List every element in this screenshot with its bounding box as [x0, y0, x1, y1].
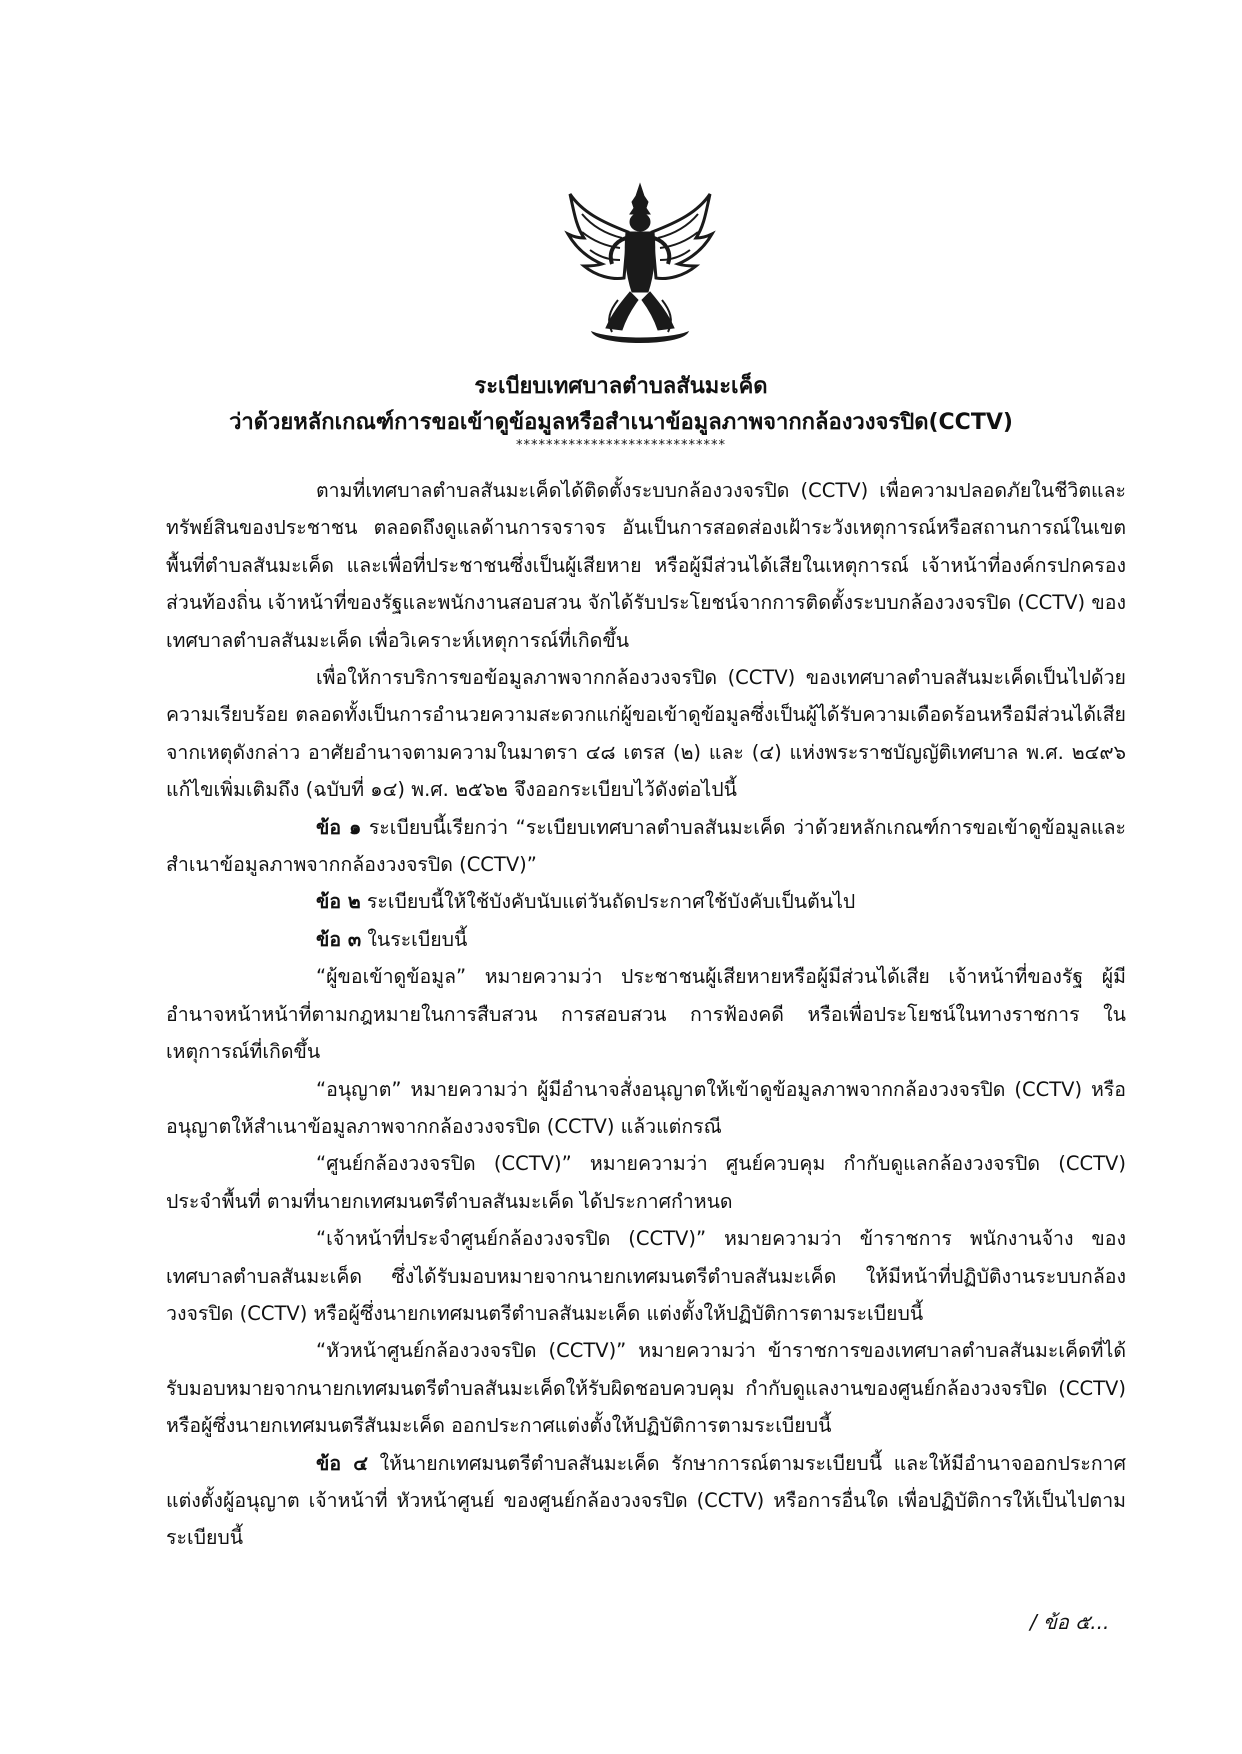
- clause-3: [166, 921, 1126, 958]
- definition-cctv-center: “ศูนย์กล้องวงจรปิด (CCTV)” หมายความว่า ศูนย์ควบคุม กำกับดูแลกล้องวงจรปิด (CCTV) ประจำพื้นที่ ตามที่นายกเทศมนตรีตำบลสันมะเค็ด ได้ประกาศกำหนด: [166, 1152, 1126, 1213]
- clause-1: [166, 809, 1126, 884]
- clause-2-text: ระเบียบนี้ให้ใช้บังคับนับแต่วันถัดประกาศใช้บังคับเป็นต้นไป: [366, 890, 856, 914]
- definition-requester: “ผู้ขอเข้าดูข้อมูล” หมายความว่า ประชาชนผู้เสียหายหรือผู้มีส่วนได้เสีย เจ้าหน้าที่ของรัฐ ผู้มีอำนาจหน้าหน้าที่ตามกฎหมายในการสืบสวน การสอบสวน การฟ้องคดี หรือเพื่อประโยชน์ในทางราชการ ในเหตุการณ์ที่เกิดขึ้น: [166, 965, 1126, 1064]
- clause-2: [166, 883, 1126, 920]
- clause-1-label: ข้อ ๑: [316, 815, 362, 839]
- title-line-1: ระเบียบเทศบาลตำบลสันมะเค็ด: [474, 374, 768, 399]
- clause-4-label: ข้อ ๔: [316, 1451, 368, 1475]
- title-separator: ****************************: [516, 438, 726, 453]
- clause-3-text: ในระเบียบนี้: [367, 927, 468, 951]
- definition-center-head: “หัวหน้าศูนย์กล้องวงจรปิด (CCTV)” หมายความว่า ข้าราชการของเทศบาลตำบลสันมะเค็ดที่ได้รับมอบหมายจากนายกเทศมนตรีตำบลสันมะเค็ดให้รับผิดชอบควบคุม กำกับดูแลงานของศูนย์กล้องวงจรปิด (CCTV) หรือผู้ซึ่งนายกเทศมนตรีสันมะเค็ด ออกประกาศแต่งตั้งให้ปฏิบัติการตามระเบียบนี้: [166, 1339, 1126, 1438]
- paragraph-preamble-1: ตามที่เทศบาลตำบลสันมะเค็ดได้ติดตั้งระบบกล้องวงจรปิด (CCTV) เพื่อความปลอดภัยในชีวิตและทรัพย์สินของประชาชน ตลอดถึงดูแลด้านการจราจร อันเป็นการสอดส่องเฝ้าระวังเหตุการณ์หรือสถานการณ์ในเขตพื้นที่ตำบลสันมะเค็ด และเพื่อที่ประชาชนซึ่งเป็นผู้เสียหาย หรือผู้มีส่วนได้เสียในเหตุการณ์ เจ้าหน้าที่องค์กรปกครองส่วนท้องถิ่น เจ้าหน้าที่ของรัฐและพนักงานสอบสวน จักได้รับประโยชน์จากการติดตั้งระบบกล้องวงจรปิด (CCTV) ของเทศบาลตำบลสันมะเค็ด เพื่อวิเคราะห์เหตุการณ์ที่เกิดขึ้น: [166, 479, 1126, 652]
- page-continuation: / ข้อ ๕...: [1030, 1610, 1110, 1634]
- definition-permit: “อนุญาต” หมายความว่า ผู้มีอำนาจสั่งอนุญาตให้เข้าดูข้อมูลภาพจากกล้องวงจรปิด (CCTV) หรืออนุญาตให้สำเนาข้อมูลภาพจากกล้องวงจรปิด (CCTV) แล้วแต่กรณี: [166, 1077, 1126, 1138]
- garuda-emblem-icon: [562, 182, 718, 347]
- clause-2-label: ข้อ ๒: [316, 890, 361, 914]
- clause-3-label: ข้อ ๓: [316, 927, 362, 951]
- clause-4: [166, 1445, 1126, 1557]
- clause-1-text: ระเบียบนี้เรียกว่า “ระเบียบเทศบาลตำบลสันมะเค็ด ว่าด้วยหลักเกณฑ์การขอเข้าดูข้อมูลและสำเนาข้อมูลภาพจากกล้องวงจรปิด (CCTV)”: [166, 815, 1126, 877]
- definition-center-officer: “เจ้าหน้าที่ประจำศูนย์กล้องวงจรปิด (CCTV)” หมายความว่า ข้าราชการ พนักงานจ้าง ของเทศบาลตำบลสันมะเค็ด ซึ่งได้รับมอบหมายจากนายกเทศมนตรีตำบลสันมะเค็ด ให้มีหน้าที่ปฏิบัติงานระบบกล้องวงจรปิด (CCTV) หรือผู้ซึ่งนายกเทศมนตรีตำบลสันมะเค็ด แต่งตั้งให้ปฏิบัติการตามระเบียบนี้: [166, 1227, 1126, 1325]
- paragraph-preamble-2: เพื่อให้การบริการขอข้อมูลภาพจากกล้องวงจรปิด (CCTV) ของเทศบาลตำบลสันมะเค็ดเป็นไปด้วยความเรียบร้อย ตลอดทั้งเป็นการอำนวยความสะดวกแก่ผู้ขอเข้าดูข้อมูลซึ่งเป็นผู้ได้รับความเดือดร้อนหรือมีส่วนได้เสียจากเหตุดังกล่าว อาศัยอำนาจตามความในมาตรา ๔๘ เตรส (๒) และ (๔) แห่งพระราชบัญญัติเทศบาล พ.ศ. ๒๔๙๖ แก้ไขเพิ่มเติมถึง (ฉบับที่ ๑๔) พ.ศ. ๒๕๖๒ จึงออกระเบียบไว้ดังต่อไปนี้: [166, 666, 1126, 802]
- clause-4-text: ให้นายกเทศมนตรีตำบลสันมะเค็ด รักษาการณ์ตามระเบียบนี้ และให้มีอำนาจออกประกาศแต่งตั้งผู้อนุญาต เจ้าหน้าที่ หัวหน้าศูนย์ ของศูนย์กล้องวงจรปิด (CCTV) หรือการอื่นใด เพื่อปฏิบัติการให้เป็นไปตามระเบียบนี้: [166, 1451, 1127, 1550]
- document-body: [166, 472, 1126, 1557]
- title-line-2: ว่าด้วยหลักเกณฑ์การขอเข้าดูข้อมูลหรือสำเนาข้อมูลภาพจากกล้องวงจรปิด(CCTV): [229, 410, 1013, 435]
